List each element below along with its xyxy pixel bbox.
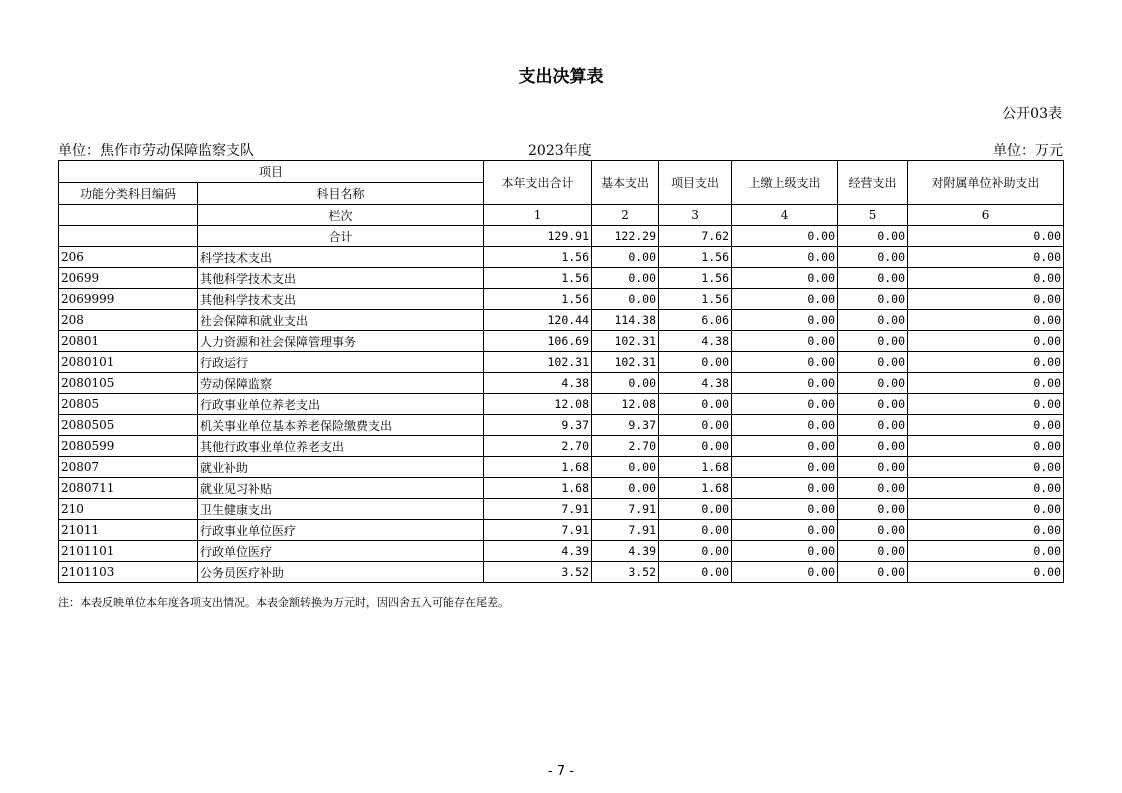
row-value: 7.91: [484, 499, 592, 520]
table-row: [59, 415, 1064, 436]
row-value: 114.38: [592, 310, 659, 331]
total-value: 0.00: [838, 226, 908, 247]
row-name: 行政事业单位养老支出: [198, 394, 484, 415]
row-value: 12.08: [592, 394, 659, 415]
row-value: 0.00: [592, 268, 659, 289]
table-row: [59, 394, 1064, 415]
row-value: 1.56: [659, 268, 732, 289]
row-value: 0.00: [838, 520, 908, 541]
row-value: 0.00: [838, 310, 908, 331]
table-row: [59, 310, 1064, 331]
row-value: 4.38: [659, 373, 732, 394]
row-value: 1.56: [484, 268, 592, 289]
row-value: 106.69: [484, 331, 592, 352]
row-value: 102.31: [592, 331, 659, 352]
row-value: 0.00: [592, 373, 659, 394]
row-value: 0.00: [732, 541, 838, 562]
row-value: 0.00: [908, 331, 1064, 352]
page-number: - 7 -: [548, 764, 574, 779]
currency-unit: 单位：万元: [993, 143, 1063, 159]
row-value: 0.00: [732, 499, 838, 520]
table-row: [59, 289, 1064, 310]
row-value: 1.56: [484, 247, 592, 268]
row-code: 2080599: [59, 436, 198, 457]
row-value: 102.31: [484, 352, 592, 373]
header-item: 项目: [59, 161, 484, 183]
row-value: 0.00: [838, 541, 908, 562]
column-number: 5: [838, 205, 908, 226]
row-name: 劳动保障监察: [198, 373, 484, 394]
page-title: 支出决算表: [518, 67, 604, 87]
total-value: 129.91: [484, 226, 592, 247]
column-number-label: 栏次: [198, 205, 484, 226]
column-number: 1: [484, 205, 592, 226]
table-row: [59, 331, 1064, 352]
row-value: 0.00: [908, 562, 1064, 583]
row-value: 0.00: [659, 562, 732, 583]
row-name: 其他行政事业单位养老支出: [198, 436, 484, 457]
row-value: 0.00: [838, 457, 908, 478]
table-row: [59, 247, 1064, 268]
row-code: 2069999: [59, 289, 198, 310]
row-value: 1.68: [484, 457, 592, 478]
table-row: [59, 541, 1064, 562]
table-row: [59, 457, 1064, 478]
row-value: 0.00: [908, 520, 1064, 541]
row-value: 0.00: [592, 457, 659, 478]
column-number: 6: [908, 205, 1064, 226]
row-name: 其他科学技术支出: [198, 268, 484, 289]
total-code-blank: [59, 226, 198, 247]
row-code: 20805: [59, 394, 198, 415]
row-name: 其他科学技术支出: [198, 289, 484, 310]
row-value: 0.00: [908, 478, 1064, 499]
row-name: 科学技术支出: [198, 247, 484, 268]
row-value: 0.00: [592, 247, 659, 268]
row-value: 6.06: [659, 310, 732, 331]
header-business: 经营支出: [838, 161, 908, 205]
row-name: 行政单位医疗: [198, 541, 484, 562]
table-row: [59, 499, 1064, 520]
row-value: 1.56: [484, 289, 592, 310]
row-value: 0.00: [908, 310, 1064, 331]
header-project: 项目支出: [659, 161, 732, 205]
row-value: 0.00: [908, 247, 1064, 268]
row-value: 4.39: [592, 541, 659, 562]
row-value: 0.00: [908, 268, 1064, 289]
row-code: 2080101: [59, 352, 198, 373]
row-value: 0.00: [908, 394, 1064, 415]
row-value: 0.00: [838, 436, 908, 457]
row-value: 4.38: [484, 373, 592, 394]
header-total: 本年支出合计: [484, 161, 592, 205]
row-value: 0.00: [838, 415, 908, 436]
column-number: 4: [732, 205, 838, 226]
row-code: 2080505: [59, 415, 198, 436]
row-value: 7.91: [592, 499, 659, 520]
row-value: 7.91: [484, 520, 592, 541]
row-value: 0.00: [838, 478, 908, 499]
row-code: 208: [59, 310, 198, 331]
row-code: 206: [59, 247, 198, 268]
row-value: 7.91: [592, 520, 659, 541]
row-value: 0.00: [732, 478, 838, 499]
row-value: 0.00: [838, 352, 908, 373]
row-name: 人力资源和社会保障管理事务: [198, 331, 484, 352]
header-subsidy: 对附属单位补助支出: [908, 161, 1064, 205]
footnote: 注：本表反映单位本年度各项支出情况。本表金额转换为万元时，因四舍五入可能存在尾差。: [58, 596, 509, 609]
table-row: [59, 478, 1064, 499]
table-row: [59, 562, 1064, 583]
row-code: 21011: [59, 520, 198, 541]
row-value: 0.00: [732, 415, 838, 436]
row-value: 0.00: [838, 562, 908, 583]
row-value: 0.00: [732, 331, 838, 352]
header-code: 功能分类科目编码: [59, 183, 198, 205]
row-code: 2080711: [59, 478, 198, 499]
row-value: 102.31: [592, 352, 659, 373]
meta-row: [58, 142, 1063, 160]
row-value: 0.00: [659, 436, 732, 457]
column-number-blank: [59, 205, 198, 226]
row-value: 0.00: [838, 499, 908, 520]
row-value: 0.00: [659, 352, 732, 373]
row-name: 行政事业单位医疗: [198, 520, 484, 541]
row-value: 0.00: [732, 520, 838, 541]
row-name: 社会保障和就业支出: [198, 310, 484, 331]
row-value: 0.00: [732, 352, 838, 373]
row-code: 2101101: [59, 541, 198, 562]
row-code: 20807: [59, 457, 198, 478]
row-value: 0.00: [838, 331, 908, 352]
row-value: 120.44: [484, 310, 592, 331]
row-value: 0.00: [732, 373, 838, 394]
row-code: 20801: [59, 331, 198, 352]
total-label: 合计: [198, 226, 484, 247]
row-name: 公务员医疗补助: [198, 562, 484, 583]
row-value: 0.00: [732, 310, 838, 331]
row-value: 9.37: [592, 415, 659, 436]
row-name: 就业见习补贴: [198, 478, 484, 499]
row-value: 0.00: [908, 436, 1064, 457]
row-value: 0.00: [908, 415, 1064, 436]
row-value: 1.68: [659, 478, 732, 499]
column-number: 3: [659, 205, 732, 226]
column-number: 2: [592, 205, 659, 226]
row-value: 0.00: [838, 247, 908, 268]
row-value: 0.00: [732, 289, 838, 310]
row-value: 12.08: [484, 394, 592, 415]
row-value: 0.00: [908, 289, 1064, 310]
header-basic: 基本支出: [592, 161, 659, 205]
form-number: 公开03表: [1002, 106, 1062, 122]
row-value: 0.00: [838, 268, 908, 289]
row-value: 3.52: [484, 562, 592, 583]
row-value: 0.00: [592, 289, 659, 310]
total-value: 122.29: [592, 226, 659, 247]
total-value: 0.00: [908, 226, 1064, 247]
row-value: 0.00: [908, 373, 1064, 394]
row-name: 卫生健康支出: [198, 499, 484, 520]
row-name: 行政运行: [198, 352, 484, 373]
total-value: 7.62: [659, 226, 732, 247]
row-value: 0.00: [838, 394, 908, 415]
row-value: 1.68: [484, 478, 592, 499]
row-value: 0.00: [592, 478, 659, 499]
row-value: 0.00: [659, 499, 732, 520]
row-value: 2.70: [484, 436, 592, 457]
row-value: 0.00: [659, 520, 732, 541]
row-value: 4.39: [484, 541, 592, 562]
table-row: [59, 373, 1064, 394]
row-value: 0.00: [908, 457, 1064, 478]
row-value: 0.00: [732, 247, 838, 268]
row-value: 3.52: [592, 562, 659, 583]
unit-name: 单位：焦作市劳动保障监察支队: [58, 143, 254, 159]
header-name: 科目名称: [198, 183, 484, 205]
row-value: 9.37: [484, 415, 592, 436]
row-value: 0.00: [732, 268, 838, 289]
table-row: [59, 436, 1064, 457]
expenditure-table: [58, 160, 1064, 583]
fiscal-year: 2023年度: [528, 143, 592, 159]
row-value: 1.56: [659, 289, 732, 310]
row-value: 0.00: [908, 352, 1064, 373]
row-value: 0.00: [732, 562, 838, 583]
row-name: 机关事业单位基本养老保险缴费支出: [198, 415, 484, 436]
row-value: 0.00: [732, 457, 838, 478]
row-value: 0.00: [732, 394, 838, 415]
row-value: 0.00: [908, 499, 1064, 520]
row-value: 0.00: [659, 394, 732, 415]
table-row: [59, 520, 1064, 541]
row-value: 0.00: [732, 436, 838, 457]
column-number-row: [59, 205, 1064, 226]
row-code: 20699: [59, 268, 198, 289]
row-value: 0.00: [838, 373, 908, 394]
row-value: 2.70: [592, 436, 659, 457]
row-code: 210: [59, 499, 198, 520]
row-value: 1.68: [659, 457, 732, 478]
table-row: [59, 268, 1064, 289]
total-value: 0.00: [732, 226, 838, 247]
row-value: 0.00: [659, 415, 732, 436]
row-value: 4.38: [659, 331, 732, 352]
row-value: 0.00: [908, 541, 1064, 562]
row-code: 2101103: [59, 562, 198, 583]
row-value: 0.00: [838, 289, 908, 310]
header-upper: 上缴上级支出: [732, 161, 838, 205]
total-row: [59, 226, 1064, 247]
row-name: 就业补助: [198, 457, 484, 478]
row-code: 2080105: [59, 373, 198, 394]
table-row: [59, 352, 1064, 373]
row-value: 0.00: [659, 541, 732, 562]
row-value: 1.56: [659, 247, 732, 268]
